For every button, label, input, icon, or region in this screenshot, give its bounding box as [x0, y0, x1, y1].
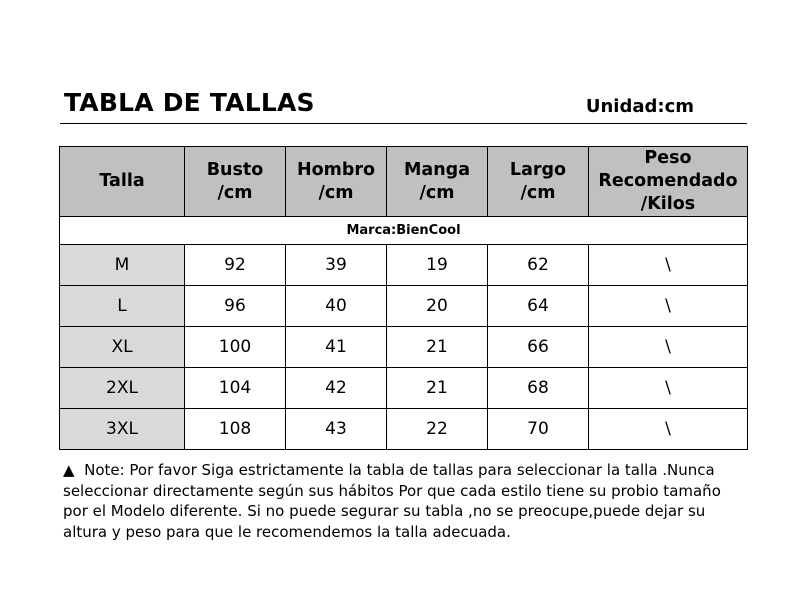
busto-cell: 104 [185, 368, 286, 409]
header-peso-label-2: Recomendado [598, 171, 738, 191]
header-talla-label: Talla [99, 171, 145, 191]
header-manga [387, 147, 488, 217]
header-manga-unit: /cm [419, 182, 455, 203]
largo-cell: 62 [488, 245, 589, 286]
largo-cell: 66 [488, 327, 589, 368]
table-row [60, 286, 748, 327]
size-chart-table [59, 146, 748, 450]
size-cell: M [60, 245, 185, 286]
header-peso-unit: /Kilos [640, 194, 696, 214]
manga-cell: 21 [387, 368, 488, 409]
busto-cell: 96 [185, 286, 286, 327]
hombro-cell: 43 [286, 409, 387, 450]
table-row [60, 327, 748, 368]
triangle-icon: ▲ [63, 461, 75, 479]
header-peso-label: Peso [644, 148, 692, 168]
manga-cell: 22 [387, 409, 488, 450]
table-row [60, 409, 748, 450]
manga-cell: 21 [387, 327, 488, 368]
largo-cell: 68 [488, 368, 589, 409]
header-busto-unit: /cm [217, 182, 253, 203]
busto-cell: 108 [185, 409, 286, 450]
page-title: TABLA DE TALLAS [64, 88, 315, 117]
hombro-cell: 41 [286, 327, 387, 368]
size-cell: 2XL [60, 368, 185, 409]
peso-cell: \ [589, 286, 748, 327]
header-manga-label: Manga [403, 159, 471, 180]
largo-cell: 70 [488, 409, 589, 450]
manga-cell: 19 [387, 245, 488, 286]
header-peso [589, 147, 748, 217]
table-row [60, 245, 748, 286]
busto-cell: 100 [185, 327, 286, 368]
unit-label: Unidad:cm [585, 96, 694, 117]
hombro-cell: 42 [286, 368, 387, 409]
size-cell: L [60, 286, 185, 327]
header-busto [185, 147, 286, 217]
peso-cell: \ [589, 368, 748, 409]
header-talla [60, 147, 185, 217]
size-cell: XL [60, 327, 185, 368]
table-row [60, 368, 748, 409]
header-hombro-label: Hombro [296, 159, 376, 180]
peso-cell: \ [589, 409, 748, 450]
hombro-cell: 39 [286, 245, 387, 286]
hombro-cell: 40 [286, 286, 387, 327]
brand-row [60, 217, 748, 245]
title-divider [60, 123, 747, 124]
header-busto-label: Busto [206, 159, 264, 180]
size-note [63, 460, 743, 542]
note-text: Note: Por favor Siga estrictamente la tabla de tallas para seleccionar la talla .Nunca seleccionar directamente según sus hábitos Por que cada estilo tiene su probio tamaño por el Modelo diferente. Si no puede segurar su tabla ,no se preocupe,puede dejar su altura y peso para que le recomendemos la talla adecuada. [63, 461, 721, 541]
peso-cell: \ [589, 245, 748, 286]
busto-cell: 92 [185, 245, 286, 286]
largo-cell: 64 [488, 286, 589, 327]
manga-cell: 20 [387, 286, 488, 327]
header-largo [488, 147, 589, 217]
header-largo-label: Largo [509, 159, 567, 180]
size-cell: 3XL [60, 409, 185, 450]
header-hombro [286, 147, 387, 217]
brand-label: Marca:BienCool [60, 217, 748, 245]
table-header-row [60, 147, 748, 217]
header-hombro-unit: /cm [318, 182, 354, 203]
peso-cell: \ [589, 327, 748, 368]
header-largo-unit: /cm [520, 182, 556, 203]
